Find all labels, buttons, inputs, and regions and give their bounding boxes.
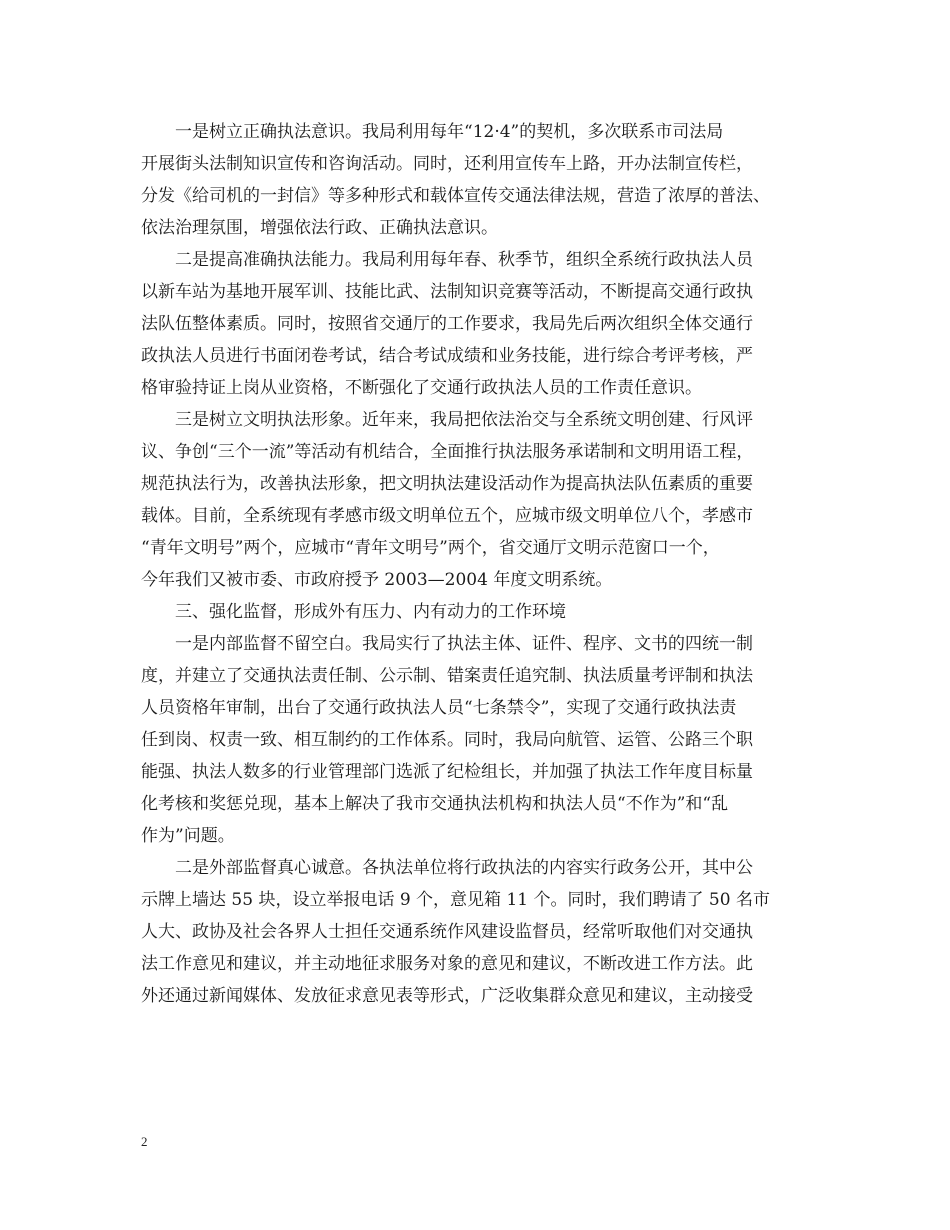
text-line: 开展街头法制知识宣传和咨询活动。同时，还利用宣传车上路，开办法制宣传栏， bbox=[141, 154, 753, 174]
paragraph-civilized-enforcement bbox=[141, 404, 821, 596]
text-line: 任到岗、权责一致、相互制约的工作体系。同时，我局向航管、运管、公路三个职 bbox=[141, 730, 753, 750]
paragraph-enforcement-capability bbox=[141, 244, 821, 404]
text-line: 依法治理氛围，增强依法行政、正确执法意识。 bbox=[141, 218, 498, 238]
text-line: 法队伍整体素质。同时，按照省交通厅的工作要求，我局先后两次组织全体交通行 bbox=[141, 314, 753, 334]
text-line: 外还通过新闻媒体、发放征求意见表等形式，广泛收集群众意见和建议，主动接受 bbox=[141, 986, 753, 1006]
paragraph-internal-supervision bbox=[141, 628, 821, 852]
paragraph-enforcement-awareness bbox=[141, 116, 821, 244]
text-line: 政执法人员进行书面闭卷考试，结合考试成绩和业务技能，进行综合考评考核，严 bbox=[141, 346, 753, 366]
section-heading-supervision bbox=[141, 596, 821, 628]
text-line: “青年文明号”两个，应城市“青年文明号”两个，省交通厅文明示范窗口一个， bbox=[141, 538, 720, 558]
page-number: 2 bbox=[141, 1134, 148, 1149]
text-line: 作为”问题。 bbox=[141, 826, 235, 846]
text-line: 一是树立正确执法意识。我局利用每年“12·4”的契机，多次联系市司法局 bbox=[175, 122, 724, 142]
section-heading-text: 三、强化监督，形成外有压力、内有动力的工作环境 bbox=[175, 602, 566, 622]
text-line: 化考核和奖惩兑现，基本上解决了我市交通执法机构和执法人员“不作为”和“乱 bbox=[141, 794, 729, 814]
text-line: 议、争创“三个一流”等活动有机结合，全面推行执法服务承诺制和文明用语工程， bbox=[141, 442, 754, 462]
text-line: 分发《给司机的一封信》等多种形式和载体宣传交通法律法规，营造了浓厚的普法、 bbox=[141, 186, 770, 206]
text-line: 人员资格年审制，出台了交通行政执法人员“七条禁令”，实现了交通行政执法责 bbox=[141, 698, 737, 718]
text-line: 一是内部监督不留空白。我局实行了执法主体、证件、程序、文书的四统一制 bbox=[175, 634, 753, 654]
text-line: 二是外部监督真心诚意。各执法单位将行政执法的内容实行政务公开，其中公 bbox=[175, 858, 753, 878]
text-line: 能强、执法人数多的行业管理部门选派了纪检组长，并加强了执法工作年度目标量 bbox=[141, 762, 753, 782]
text-line: 今年我们又被市委、市政府授予 2003—2004 年度文明系统。 bbox=[141, 570, 613, 590]
text-line: 规范执法行为，改善执法形象，把文明执法建设活动作为提高执法队伍素质的重要 bbox=[141, 474, 753, 494]
text-line: 度，并建立了交通执法责任制、公示制、错案责任追究制、执法质量考评制和执法 bbox=[141, 666, 753, 686]
text-line: 载体。目前，全系统现有孝感市级文明单位五个，应城市级文明单位八个，孝感市 bbox=[141, 506, 753, 526]
text-line: 格审验持证上岗从业资格，不断强化了交通行政执法人员的工作责任意识。 bbox=[141, 378, 702, 398]
text-line: 三是树立文明执法形象。近年来，我局把依法治交与全系统文明创建、行风评 bbox=[175, 410, 753, 430]
text-line: 以新车站为基地开展军训、技能比武、法制知识竞赛等活动，不断提高交通行政执 bbox=[141, 282, 753, 302]
paragraph-external-supervision bbox=[141, 852, 821, 1012]
document-body bbox=[141, 116, 821, 1012]
text-line: 示牌上墙达 55 块，设立举报电话 9 个，意见箱 11 个。同时，我们聘请了 50 名市 bbox=[141, 890, 770, 910]
text-line: 法工作意见和建议，并主动地征求服务对象的意见和建议，不断改进工作方法。此 bbox=[141, 954, 753, 974]
text-line: 二是提高准确执法能力。我局利用每年春、秋季节，组织全系统行政执法人员 bbox=[175, 250, 753, 270]
text-line: 人大、政协及社会各界人士担任交通系统作风建设监督员，经常听取他们对交通执 bbox=[141, 922, 753, 942]
